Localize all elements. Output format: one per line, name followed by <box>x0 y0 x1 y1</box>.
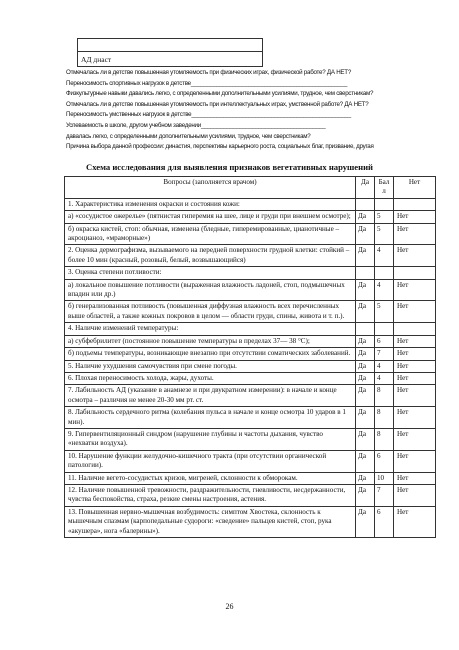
section-heading: Схема исследования для выявления признаков вегетативных нарушений <box>86 162 373 172</box>
yes-cell: Да <box>356 372 375 384</box>
yes-cell: Да <box>356 348 375 360</box>
yes-cell: Да <box>356 484 375 506</box>
question-text: а) субфебрилитет (постоянное повышение температуры в пределах 37— 38 °C); <box>68 336 310 345</box>
note-line: Переносимость спортивных нагрузок в детстве_________________________________________________ <box>66 79 348 87</box>
question-text: 3. Оценка степени потливости: <box>68 268 162 277</box>
yes-cell: Да <box>356 407 375 429</box>
question-cell <box>65 450 356 472</box>
question-cell <box>65 360 356 372</box>
score-cell: 4 <box>375 372 394 384</box>
question-text: а) «сосудистое ожерелье» (пятнистая гиперемия на шее, лице и груди при внешнем осмотре); <box>68 212 351 221</box>
table-row <box>65 301 436 323</box>
question-cell <box>65 506 356 537</box>
no-cell: Нет <box>394 484 436 506</box>
table-row <box>65 348 436 360</box>
question-cell <box>65 245 356 267</box>
question-text: 2. Оценка дермографизма, вызываемого на передней поверхности грудной клетки: стойкий – более 10 мин (красный, розовый, белый, возвышающийся) <box>68 246 350 264</box>
no-cell <box>394 198 436 210</box>
score-cell: 10 <box>375 472 394 484</box>
no-cell: Нет <box>394 472 436 484</box>
question-text: а) локальное повышение потливости (выраженная влажность ладоней, стоп, подмышечных впадин или др.) <box>68 280 345 299</box>
table-row <box>65 279 436 301</box>
no-cell: Нет <box>394 301 436 323</box>
score-cell: 6 <box>375 335 394 347</box>
no-cell: Нет <box>394 348 436 360</box>
fragment-blank-cell <box>78 39 263 52</box>
yes-cell: Да <box>356 211 375 223</box>
question-cell <box>65 372 356 384</box>
table-row <box>65 245 436 267</box>
score-cell <box>375 323 394 335</box>
question-text: 10. Нарушение функции желудочно-кишечного тракта (при отсутствии органической патологии). <box>68 451 327 470</box>
score-cell <box>375 198 394 210</box>
question-cell <box>65 484 356 506</box>
question-text: 9. Гипервентиляционный синдром (нарушение глубины и частоты дыхания, чувство «нехватки воздуха). <box>68 429 323 448</box>
table-row <box>65 223 436 245</box>
no-cell: Нет <box>394 428 436 450</box>
yes-cell: Да <box>356 301 375 323</box>
score-cell: 6 <box>375 450 394 472</box>
yes-cell: Да <box>356 385 375 407</box>
no-cell: Нет <box>394 407 436 429</box>
question-text: 11. Наличие вегето-сосудистых кризов, мигреней, склонности к обморокам. <box>68 473 298 482</box>
table-row <box>65 323 436 335</box>
table-row <box>65 450 436 472</box>
fragment-table <box>77 38 263 67</box>
table-row <box>65 428 436 450</box>
symptoms-table <box>64 176 436 538</box>
score-cell: 5 <box>375 223 394 245</box>
table-row <box>65 198 436 210</box>
score-cell: 8 <box>375 428 394 450</box>
header-question: Вопросы (заполняется врачом) <box>65 177 356 199</box>
question-text: 6. Плохая переносимость холода, жары, духоты. <box>68 373 214 382</box>
questionnaire-notes <box>66 68 436 153</box>
header-score: Бал л <box>375 177 394 199</box>
header-yes: Да <box>356 177 375 199</box>
score-cell: 4 <box>375 245 394 267</box>
table-row <box>65 385 436 407</box>
no-cell: Нет <box>394 372 436 384</box>
question-cell <box>65 223 356 245</box>
score-cell: 4 <box>375 360 394 372</box>
yes-cell <box>356 267 375 279</box>
no-cell: Нет <box>394 335 436 347</box>
no-cell: Нет <box>394 450 436 472</box>
no-cell: Нет <box>394 279 436 301</box>
question-text: 8. Лабильность сердечного ритма (колебания пульса в начале и конце осмотра 10 ударов в 1 мин). <box>68 408 346 426</box>
table-row <box>65 335 436 347</box>
question-cell <box>65 335 356 347</box>
no-cell: Нет <box>394 506 436 537</box>
table-row <box>65 360 436 372</box>
no-cell: Нет <box>394 360 436 372</box>
yes-cell <box>356 198 375 210</box>
yes-cell: Да <box>356 450 375 472</box>
table-header-row <box>65 177 436 199</box>
note-line: Причина выбора данной профессии: династия, перспективы карьерного роста, социальных благ, призвание, другая <box>66 143 374 151</box>
page-number: 26 <box>225 602 234 611</box>
question-text: б) подъемы температуры, возникающие внезапно при отсутствии соматических заболеваний. <box>68 349 351 358</box>
fragment-cell: АД днаст <box>78 52 263 67</box>
question-text: 13. Повышенная нервно-мышечная возбудимость: симптом Хвостека, склонность к мышечным спазмам (карпопедальные судороги: «сведение» пальцев кистей, стоп, рука «акушера», нога «балерины»). <box>68 507 332 535</box>
question-text: 12. Наличие повышенной тревожности, раздражительности, гневливости, несдержанности, чувства беспокойства, страха, резкие смены настроения, астения. <box>68 485 346 504</box>
note-line: Успеваемость в школе, другом учебном заведении_______________________________________ <box>66 121 326 129</box>
note-line: Физкультурные навыки давались легко, с определенными дополнительными усилиями, трудное, чем сверстникам? <box>66 90 374 98</box>
no-cell <box>394 323 436 335</box>
table-row <box>65 407 436 429</box>
no-cell: Нет <box>394 211 436 223</box>
question-cell <box>65 407 356 429</box>
question-text: 4. Наличие изменений температуры: <box>68 324 179 333</box>
no-cell: Нет <box>394 385 436 407</box>
table-row <box>65 267 436 279</box>
yes-cell: Да <box>356 279 375 301</box>
score-cell: 8 <box>375 407 394 429</box>
question-text: 1. Характеристика изменения окраски и состояния кожи: <box>68 199 240 208</box>
yes-cell: Да <box>356 245 375 267</box>
score-cell: 4 <box>375 279 394 301</box>
yes-cell: Да <box>356 506 375 537</box>
yes-cell: Да <box>356 428 375 450</box>
no-cell <box>394 267 436 279</box>
table-row <box>65 211 436 223</box>
yes-cell: Да <box>356 223 375 245</box>
question-cell <box>65 301 356 323</box>
score-cell: 5 <box>375 301 394 323</box>
note-line: Переносимость умственных нагрузок в детстве__________________________________________________ <box>66 111 351 119</box>
no-cell: Нет <box>394 223 436 245</box>
yes-cell: Да <box>356 335 375 347</box>
note-line: давалась легко, с определенными дополнительными усилиями, трудное, чем сверстникам? <box>66 132 311 140</box>
question-cell <box>65 348 356 360</box>
question-cell <box>65 323 356 335</box>
table-row <box>65 472 436 484</box>
table-row <box>65 484 436 506</box>
question-text: б) генерализованная потливость (повышенная диффузная влажность всех перечисленных выше областей, а также кожных покровов в целом — области груди, спины, живота и т. п.). <box>68 302 345 320</box>
question-text: б) окраска кистей, стоп: обычная, изменена (бледные, гиперемированные, цианотичные – акроцианоз, «мраморные») <box>68 224 340 243</box>
note-line: Отмечалась ли в детстве повышенная утомляемость при физических играх, физической работе? ДА НЕТ? <box>66 69 352 76</box>
score-cell: 8 <box>375 385 394 407</box>
no-cell: Нет <box>394 245 436 267</box>
score-cell <box>375 267 394 279</box>
score-cell: 7 <box>375 348 394 360</box>
yes-cell: Да <box>356 360 375 372</box>
question-text: 5. Наличие ухудшения самочувствия при смене погоды. <box>68 361 237 370</box>
question-cell <box>65 267 356 279</box>
score-cell: 6 <box>375 506 394 537</box>
question-cell <box>65 198 356 210</box>
yes-cell <box>356 323 375 335</box>
question-text: 7. Лабильность АД (указание в анамнезе и при двукратном измерении): в начале и конце осмотра – различия не менее 20-30 мм рт. ст. <box>68 386 337 404</box>
question-cell <box>65 385 356 407</box>
score-cell: 7 <box>375 484 394 506</box>
question-cell <box>65 211 356 223</box>
question-cell <box>65 279 356 301</box>
question-cell <box>65 472 356 484</box>
note-line: Отмечалась ли в детстве повышенная утомляемость при интеллектуальных играх, умственной работе? ДА НЕТ? <box>66 100 369 108</box>
score-cell: 5 <box>375 211 394 223</box>
header-no: Нет <box>394 177 436 199</box>
table-row <box>65 506 436 537</box>
question-cell <box>65 428 356 450</box>
yes-cell: Да <box>356 472 375 484</box>
table-row <box>65 372 436 384</box>
